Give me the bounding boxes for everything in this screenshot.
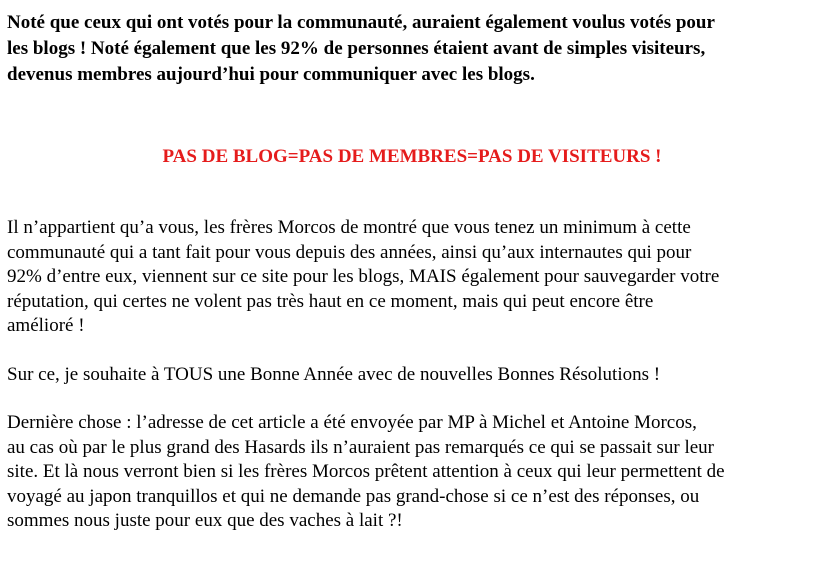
- paragraph-line: sommes nous juste pour eux que des vaches à lait ?!: [7, 510, 403, 531]
- paragraph-line: 92% d’entre eux, viennent sur ce site pour les blogs, MAIS également pour sauvegarder votre: [7, 266, 720, 287]
- paragraph-line: réputation, qui certes ne volent pas très haut en ce moment, mais qui peut encore être: [7, 290, 654, 312]
- intro-line: les blogs ! Noté également que les 92% de personnes étaient avant de simples visiteurs,: [7, 38, 706, 59]
- intro-line: Noté que ceux qui ont votés pour la communauté, auraient également voulus votés pour: [7, 12, 715, 33]
- paragraph-line: Sur ce, je souhaite à TOUS une Bonne Année avec de nouvelles Bonnes Résolutions !: [7, 363, 661, 385]
- paragraph-line: voyagé au japon tranquillos et qui ne demande pas grand-chose si ce n’est des réponses, ou: [7, 485, 700, 507]
- paragraph-appeal: [7, 216, 817, 339]
- paragraph-wishes: [7, 363, 817, 388]
- paragraph-line: communauté qui a tant fait pour vous depuis des années, ainsi qu’aux internautes qui pour: [7, 241, 692, 263]
- paragraph-final-note: [7, 411, 817, 534]
- headline: PAS DE BLOG=PAS DE MEMBRES=PAS DE VISITEURS !: [162, 146, 662, 167]
- document-page: [7, 10, 817, 534]
- paragraph-line: au cas où par le plus grand des Hasards ils n’auraient pas remarqués ce qui se passait sur leur: [7, 436, 714, 458]
- paragraph-line: site. Et là nous verront bien si les frères Morcos prêtent attention à ceux qui leur permettent de: [7, 461, 725, 482]
- paragraph-line: Il n’appartient qu’a vous, les frères Morcos de montré que vous tenez un minimum à cette: [7, 217, 691, 238]
- paragraph-line: Dernière chose : l’adresse de cet article a été envoyée par MP à Michel et Antoine Morcos,: [7, 412, 697, 433]
- paragraph-line: amélioré !: [7, 315, 85, 336]
- intro-line: devenus membres aujourd’hui pour communiquer avec les blogs.: [7, 64, 535, 85]
- intro-bold-paragraph: [7, 10, 817, 88]
